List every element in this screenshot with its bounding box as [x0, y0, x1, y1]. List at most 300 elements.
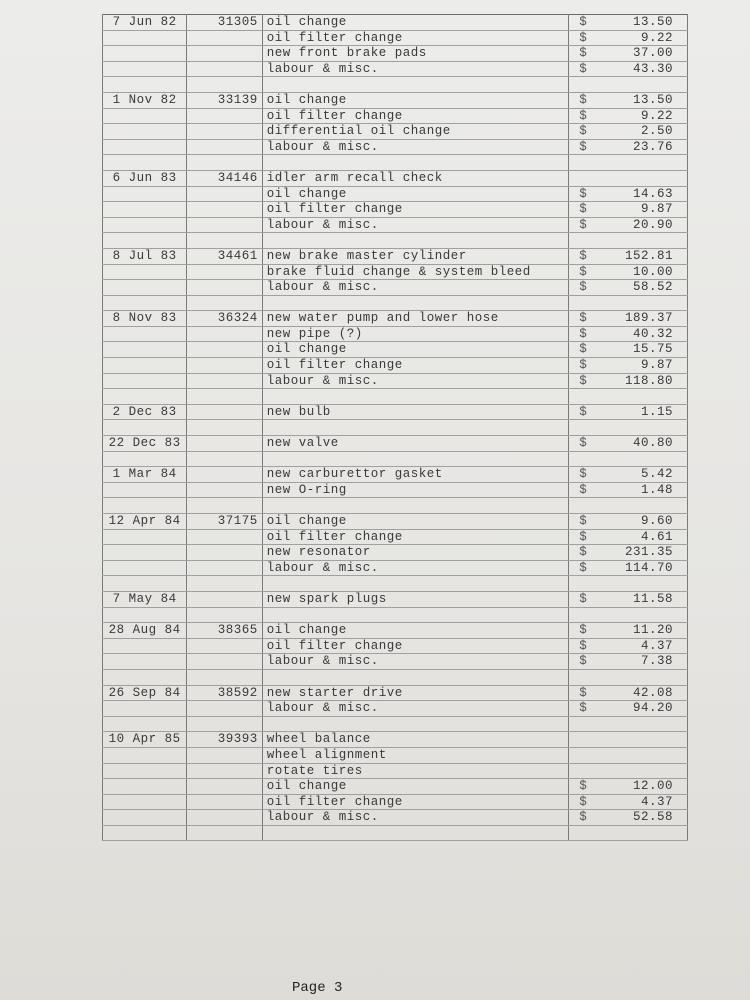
cost-cell — [569, 779, 688, 795]
cost-amount: 9.87 — [640, 358, 673, 373]
cost-amount: 13.50 — [632, 92, 673, 107]
cost-wrapper — [573, 358, 683, 373]
odometer-cell — [187, 607, 263, 623]
cost-wrapper — [573, 140, 683, 155]
currency-symbol: $ — [579, 61, 588, 76]
work-description-cell — [262, 295, 569, 311]
work-description-cell: labour & misc. — [262, 810, 569, 826]
cost-wrapper — [573, 218, 683, 233]
currency-symbol: $ — [579, 186, 588, 201]
service-date-cell — [103, 545, 187, 561]
cost-amount: 52.58 — [632, 810, 673, 825]
service-date-cell — [103, 389, 187, 405]
cost-amount: 4.37 — [640, 794, 673, 809]
cost-wrapper — [573, 561, 683, 576]
table-row — [103, 763, 688, 779]
odometer-cell — [187, 404, 263, 420]
work-description-cell: new starter drive — [262, 685, 569, 701]
cost-cell — [569, 92, 688, 108]
cost-cell — [569, 810, 688, 826]
service-date-cell — [103, 108, 187, 124]
table-row — [103, 342, 688, 358]
cost-cell — [569, 280, 688, 296]
service-date-cell — [103, 576, 187, 592]
table-row — [103, 264, 688, 280]
currency-symbol: $ — [579, 217, 588, 232]
odometer-cell — [187, 202, 263, 218]
work-description-cell: labour & misc. — [262, 654, 569, 670]
odometer-cell — [187, 545, 263, 561]
cost-wrapper — [573, 795, 683, 810]
table-row — [103, 451, 688, 467]
odometer-cell — [187, 763, 263, 779]
service-date-cell: 8 Jul 83 — [103, 248, 187, 264]
cost-amount: 13.50 — [632, 15, 673, 29]
table-row — [103, 436, 688, 452]
currency-symbol: $ — [579, 264, 588, 279]
odometer-cell — [187, 482, 263, 498]
work-description-cell: oil filter change — [262, 108, 569, 124]
work-description-cell: oil change — [262, 514, 569, 530]
odometer-cell — [187, 794, 263, 810]
service-date-cell — [103, 264, 187, 280]
work-description-cell — [262, 576, 569, 592]
cost-cell — [569, 139, 688, 155]
maintenance-log-table — [102, 14, 688, 841]
odometer-cell — [187, 779, 263, 795]
table-row — [103, 747, 688, 763]
odometer-cell — [187, 46, 263, 62]
cost-wrapper — [573, 109, 683, 124]
cost-wrapper — [573, 327, 683, 342]
currency-symbol: $ — [579, 482, 588, 497]
cost-cell — [569, 482, 688, 498]
odometer-cell: 37175 — [187, 514, 263, 530]
work-description-cell: labour & misc. — [262, 217, 569, 233]
cost-cell — [569, 623, 688, 639]
work-description-cell — [262, 451, 569, 467]
cost-cell — [569, 607, 688, 623]
cost-cell — [569, 436, 688, 452]
cost-amount: 12.00 — [632, 779, 673, 794]
service-date-cell: 1 Mar 84 — [103, 467, 187, 483]
currency-symbol: $ — [579, 108, 588, 123]
service-date-cell — [103, 217, 187, 233]
table-row — [103, 155, 688, 171]
cost-wrapper — [573, 62, 683, 77]
table-row — [103, 30, 688, 46]
odometer-cell: 34461 — [187, 248, 263, 264]
cost-amount: 152.81 — [624, 248, 673, 263]
table-row — [103, 545, 688, 561]
cost-cell — [569, 155, 688, 171]
cost-cell — [569, 108, 688, 124]
service-date-cell — [103, 638, 187, 654]
table-row — [103, 217, 688, 233]
service-date-cell — [103, 763, 187, 779]
work-description-cell: oil filter change — [262, 529, 569, 545]
odometer-cell: 38592 — [187, 685, 263, 701]
cost-amount: 7.38 — [640, 654, 673, 669]
table-row — [103, 170, 688, 186]
cost-amount: 1.48 — [640, 482, 673, 497]
cost-wrapper — [573, 467, 683, 482]
odometer-cell — [187, 217, 263, 233]
table-row — [103, 139, 688, 155]
work-description-cell: oil filter change — [262, 30, 569, 46]
work-description-cell: oil change — [262, 186, 569, 202]
cost-wrapper — [573, 686, 683, 701]
cost-cell — [569, 825, 688, 841]
odometer-cell — [187, 155, 263, 171]
work-description-cell: oil filter change — [262, 358, 569, 374]
currency-symbol: $ — [579, 623, 588, 638]
work-description-cell — [262, 420, 569, 436]
table-row — [103, 576, 688, 592]
service-date-cell — [103, 326, 187, 342]
currency-symbol: $ — [579, 202, 588, 217]
service-date-cell: 28 Aug 84 — [103, 623, 187, 639]
table-row — [103, 794, 688, 810]
cost-cell — [569, 170, 688, 186]
table-row — [103, 404, 688, 420]
currency-symbol: $ — [579, 545, 588, 560]
currency-symbol: $ — [579, 139, 588, 154]
odometer-cell: 38365 — [187, 623, 263, 639]
table-row — [103, 92, 688, 108]
odometer-cell — [187, 108, 263, 124]
cost-cell — [569, 685, 688, 701]
cost-cell — [569, 404, 688, 420]
cost-amount: 15.75 — [632, 342, 673, 357]
cost-cell — [569, 61, 688, 77]
cost-cell — [569, 295, 688, 311]
table-row — [103, 61, 688, 77]
currency-symbol: $ — [579, 15, 588, 29]
cost-cell — [569, 46, 688, 62]
work-description-cell: oil change — [262, 92, 569, 108]
cost-cell — [569, 30, 688, 46]
service-date-cell — [103, 155, 187, 171]
table-row — [103, 124, 688, 140]
currency-symbol: $ — [579, 467, 588, 482]
work-description-cell: new O-ring — [262, 482, 569, 498]
table-row — [103, 280, 688, 296]
table-row — [103, 326, 688, 342]
cost-amount: 2.50 — [640, 124, 673, 139]
cost-wrapper — [573, 405, 683, 420]
table-row — [103, 186, 688, 202]
cost-wrapper — [573, 701, 683, 716]
maintenance-log-body — [103, 15, 688, 841]
service-date-cell — [103, 373, 187, 389]
work-description-cell: oil change — [262, 623, 569, 639]
odometer-cell — [187, 139, 263, 155]
cost-amount: 5.42 — [640, 467, 673, 482]
cost-cell — [569, 389, 688, 405]
cost-amount: 40.32 — [632, 326, 673, 341]
service-date-cell: 1 Nov 82 — [103, 92, 187, 108]
service-date-cell — [103, 186, 187, 202]
currency-symbol: $ — [579, 794, 588, 809]
currency-symbol: $ — [579, 638, 588, 653]
odometer-cell — [187, 576, 263, 592]
service-date-cell — [103, 716, 187, 732]
odometer-cell — [187, 701, 263, 717]
service-date-cell — [103, 420, 187, 436]
service-date-cell — [103, 124, 187, 140]
cost-amount: 9.22 — [640, 30, 673, 45]
odometer-cell — [187, 560, 263, 576]
service-date-cell — [103, 358, 187, 374]
service-date-cell: 7 May 84 — [103, 591, 187, 607]
cost-wrapper — [573, 810, 683, 825]
cost-wrapper — [573, 280, 683, 295]
work-description-cell: oil filter change — [262, 638, 569, 654]
cost-amount: 189.37 — [624, 311, 673, 326]
table-row — [103, 701, 688, 717]
cost-wrapper — [573, 311, 683, 326]
service-date-cell — [103, 825, 187, 841]
work-description-cell: new pipe (?) — [262, 326, 569, 342]
cost-amount: 37.00 — [632, 46, 673, 61]
cost-amount: 9.87 — [640, 202, 673, 217]
cost-cell — [569, 420, 688, 436]
cost-wrapper — [573, 654, 683, 669]
work-description-cell: idler arm recall check — [262, 170, 569, 186]
cost-cell — [569, 701, 688, 717]
cost-cell — [569, 514, 688, 530]
table-row — [103, 389, 688, 405]
table-row — [103, 638, 688, 654]
cost-amount: 4.37 — [640, 638, 673, 653]
odometer-cell — [187, 825, 263, 841]
service-date-cell — [103, 810, 187, 826]
cost-amount: 9.60 — [640, 514, 673, 528]
cost-cell — [569, 264, 688, 280]
cost-amount: 114.70 — [624, 560, 673, 575]
cost-cell — [569, 373, 688, 389]
work-description-cell: oil change — [262, 342, 569, 358]
work-description-cell: wheel alignment — [262, 747, 569, 763]
table-row — [103, 373, 688, 389]
work-description-cell — [262, 389, 569, 405]
table-row — [103, 15, 688, 31]
cost-amount: 11.20 — [632, 623, 673, 638]
odometer-cell — [187, 420, 263, 436]
service-date-cell — [103, 560, 187, 576]
odometer-cell — [187, 529, 263, 545]
service-date-cell: 12 Apr 84 — [103, 514, 187, 530]
cost-wrapper — [573, 187, 683, 202]
cost-amount: 43.30 — [632, 61, 673, 76]
currency-symbol: $ — [579, 514, 588, 528]
cost-wrapper — [573, 31, 683, 46]
cost-wrapper — [573, 93, 683, 108]
cost-wrapper — [573, 530, 683, 545]
work-description-cell — [262, 669, 569, 685]
cost-cell — [569, 311, 688, 327]
cost-wrapper — [573, 202, 683, 217]
cost-cell — [569, 591, 688, 607]
cost-cell — [569, 77, 688, 93]
table-row — [103, 607, 688, 623]
table-row — [103, 623, 688, 639]
work-description-cell: labour & misc. — [262, 61, 569, 77]
cost-cell — [569, 638, 688, 654]
cost-wrapper — [573, 623, 683, 638]
odometer-cell — [187, 77, 263, 93]
cost-cell — [569, 576, 688, 592]
service-date-cell — [103, 794, 187, 810]
service-date-cell — [103, 498, 187, 514]
service-date-cell — [103, 77, 187, 93]
cost-amount: 1.15 — [640, 404, 673, 419]
cost-cell — [569, 326, 688, 342]
currency-symbol: $ — [579, 248, 588, 263]
work-description-cell — [262, 77, 569, 93]
work-description-cell: new resonator — [262, 545, 569, 561]
service-date-cell — [103, 482, 187, 498]
service-date-cell: 26 Sep 84 — [103, 685, 187, 701]
cost-wrapper — [573, 514, 683, 529]
service-date-cell — [103, 654, 187, 670]
cost-wrapper — [573, 342, 683, 357]
cost-cell — [569, 654, 688, 670]
work-description-cell: wheel balance — [262, 732, 569, 748]
cost-amount: 118.80 — [624, 373, 673, 388]
service-date-cell — [103, 747, 187, 763]
currency-symbol: $ — [579, 326, 588, 341]
table-row — [103, 732, 688, 748]
service-date-cell: 10 Apr 85 — [103, 732, 187, 748]
table-row — [103, 825, 688, 841]
service-date-cell — [103, 669, 187, 685]
cost-wrapper — [573, 374, 683, 389]
cost-wrapper — [573, 436, 683, 451]
table-row — [103, 669, 688, 685]
service-date-cell: 6 Jun 83 — [103, 170, 187, 186]
work-description-cell — [262, 155, 569, 171]
service-date-cell — [103, 701, 187, 717]
work-description-cell: labour & misc. — [262, 139, 569, 155]
service-date-cell — [103, 30, 187, 46]
currency-symbol: $ — [579, 358, 588, 373]
currency-symbol: $ — [579, 560, 588, 575]
service-date-cell — [103, 233, 187, 249]
odometer-cell — [187, 186, 263, 202]
cost-wrapper — [573, 779, 683, 794]
work-description-cell: oil change — [262, 779, 569, 795]
cost-cell — [569, 669, 688, 685]
odometer-cell — [187, 61, 263, 77]
currency-symbol: $ — [579, 92, 588, 107]
work-description-cell: oil filter change — [262, 794, 569, 810]
odometer-cell — [187, 747, 263, 763]
currency-symbol: $ — [579, 529, 588, 544]
service-date-cell — [103, 342, 187, 358]
table-row — [103, 46, 688, 62]
work-description-cell — [262, 716, 569, 732]
table-row — [103, 311, 688, 327]
odometer-cell — [187, 591, 263, 607]
cost-amount: 4.61 — [640, 529, 673, 544]
cost-wrapper — [573, 15, 683, 30]
table-row — [103, 482, 688, 498]
cost-amount: 9.22 — [640, 108, 673, 123]
cost-wrapper — [573, 639, 683, 654]
table-row — [103, 514, 688, 530]
table-row — [103, 108, 688, 124]
work-description-cell: labour & misc. — [262, 280, 569, 296]
currency-symbol: $ — [579, 779, 588, 794]
cost-amount: 231.35 — [624, 545, 673, 560]
service-date-cell — [103, 779, 187, 795]
work-description-cell: new front brake pads — [262, 46, 569, 62]
cost-amount: 14.63 — [632, 186, 673, 201]
odometer-cell — [187, 669, 263, 685]
odometer-cell — [187, 358, 263, 374]
cost-wrapper — [573, 483, 683, 498]
service-date-cell — [103, 280, 187, 296]
cost-cell — [569, 560, 688, 576]
table-row — [103, 233, 688, 249]
table-row — [103, 295, 688, 311]
cost-wrapper — [573, 545, 683, 560]
cost-amount: 40.80 — [632, 436, 673, 451]
odometer-cell — [187, 373, 263, 389]
odometer-cell: 39393 — [187, 732, 263, 748]
service-date-cell — [103, 139, 187, 155]
currency-symbol: $ — [579, 124, 588, 139]
cost-amount: 94.20 — [632, 701, 673, 716]
work-description-cell — [262, 825, 569, 841]
cost-cell — [569, 732, 688, 748]
cost-cell — [569, 124, 688, 140]
work-description-cell: labour & misc. — [262, 560, 569, 576]
work-description-cell: rotate tires — [262, 763, 569, 779]
service-date-cell: 22 Dec 83 — [103, 436, 187, 452]
cost-cell — [569, 794, 688, 810]
odometer-cell: 31305 — [187, 15, 263, 31]
currency-symbol: $ — [579, 685, 588, 700]
service-date-cell — [103, 46, 187, 62]
work-description-cell: new bulb — [262, 404, 569, 420]
service-date-cell — [103, 202, 187, 218]
cost-amount: 42.08 — [632, 685, 673, 700]
currency-symbol: $ — [579, 311, 588, 326]
work-description-cell — [262, 607, 569, 623]
table-row — [103, 716, 688, 732]
odometer-cell — [187, 295, 263, 311]
cost-wrapper — [573, 265, 683, 280]
service-date-cell: 8 Nov 83 — [103, 311, 187, 327]
table-row — [103, 560, 688, 576]
service-date-cell: 7 Jun 82 — [103, 15, 187, 31]
work-description-cell: differential oil change — [262, 124, 569, 140]
work-description-cell: new water pump and lower hose — [262, 311, 569, 327]
odometer-cell — [187, 233, 263, 249]
odometer-cell — [187, 326, 263, 342]
currency-symbol: $ — [579, 373, 588, 388]
odometer-cell: 36324 — [187, 311, 263, 327]
table-row — [103, 467, 688, 483]
table-row — [103, 591, 688, 607]
cost-amount: 11.58 — [632, 591, 673, 606]
odometer-cell — [187, 716, 263, 732]
currency-symbol: $ — [579, 654, 588, 669]
currency-symbol: $ — [579, 280, 588, 295]
